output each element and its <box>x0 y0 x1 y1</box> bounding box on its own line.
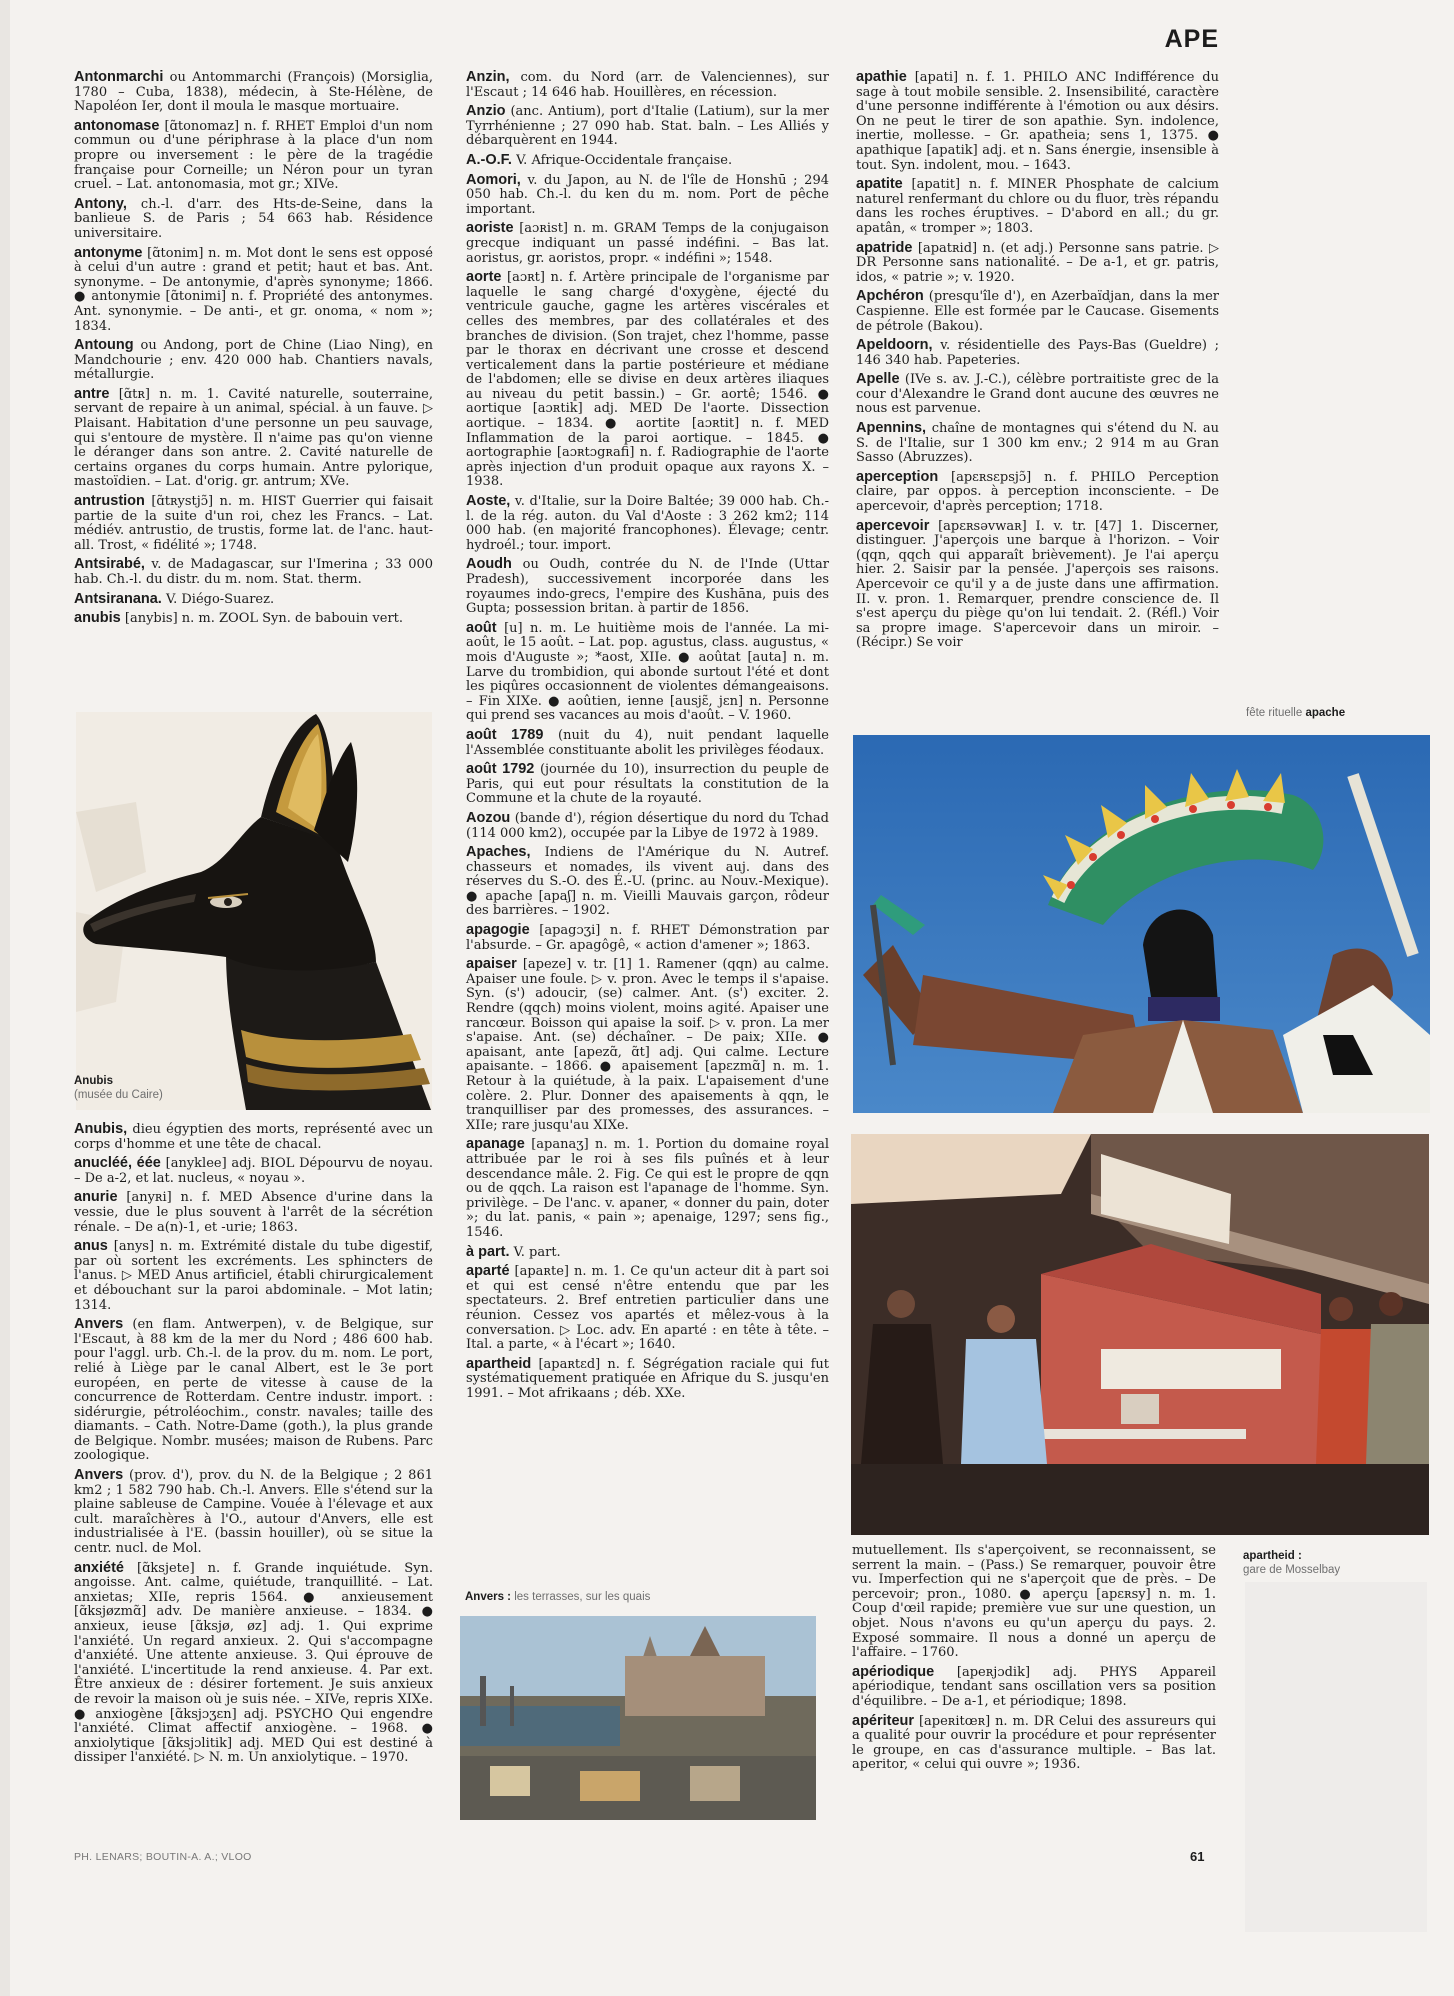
dictionary-entry <box>466 221 829 266</box>
anvers-caption <box>465 1590 650 1604</box>
entry-definition: V. Afrique-Occidentale française. <box>516 152 733 168</box>
entry-headword: Apelle <box>856 371 900 388</box>
dictionary-entry <box>466 104 829 149</box>
anvers-illustration <box>460 1616 816 1820</box>
anvers-caption-sub: les terrasses, sur les quais <box>514 1591 651 1603</box>
entry-headword: Apchéron <box>856 288 924 305</box>
entry-definition: [anys] n. m. Extrémité distale du tube digestif, par où sortent les excréments. Les sphincters de l'anus. ▷ MED Anus artificiel, établi chirurgicalement et débouchant sur la paroi abdominale. – Mot latin; 1314. <box>74 1239 433 1313</box>
entry-headword: Antony, <box>74 195 127 212</box>
page-edge <box>0 0 10 1996</box>
anvers-photo <box>460 1616 816 1820</box>
entry-definition: [ɑ̃tʀ] n. m. 1. Cavité naturelle, souterraine, servant de repaire à un animal, spécial. à un fauve. ▷ Plaisant. Habitation d'une personne un peu sauvage, qui s'entoure de mystère. Il n'aime pas qu'on vienne le déranger dans son antre. 2. Cavité naturelle de certains organes du corps humain. Antre pylorique, mastoïdien. – Lat. d'orig. gr. antrum; XVe. <box>74 386 433 490</box>
entry-definition: Indiens de l'Amérique du N. Autref. chasseurs et nomades, ils vivent auj. dans des réserves du S.-O. des É.-U. (princ. au Nouv.-Mexique). ● apache [apaʃ] n. m. Vieilli Mauvais garçon, rôdeur des barrières. – 1902. <box>466 845 829 919</box>
entry-definition: (journée du 10), insurrection du peuple de Paris, qui eut pour résultats la constitution de la Commune et la chute de la royauté. <box>466 762 829 807</box>
entry-headword: Aomori, <box>466 171 521 188</box>
entry-definition: chaîne de montagnes qui s'étend du N. au S. de l'Italie, sur 1 300 km env.; 2 914 m au Gran Sasso (Abruzzes). <box>856 421 1219 466</box>
blank-panel <box>1245 1582 1427 1932</box>
entry-headword: août 1789 <box>466 726 544 743</box>
dictionary-entry <box>852 1714 1216 1773</box>
entry-definition: [ɑ̃ksjete] n. f. Grande inquiétude. Syn. angoisse. Ant. calme, quiétude, tranquillité. – Lat. anxietas; XIIe, repris 1564. ● anxieusement [ɑ̃ksjøzmɑ̃] adv. De manière anxieuse. – 1834. ● anxieux, ieuse [ɑ̃ksjø, øz] adj. 1. Qui exprime l'anxiété. Un regard anxieux. 2. Qui s'accompagne d'anxiété. Une attente anxieuse. 3. Qui éprouve de l'anxiété. L'incertitude la rend anxieuse. 4. Par ext. Être anxieux de : désirer fortement. Je suis anxieux de revoir la maison où je suis née. – XIVe, repris XIXe. ● anxiogène [ɑ̃ksjɔʒɛn] adj. PSYCHO Qui engendre l'anxiété. Climat affectif anxiogène. – 1968. ● anxiolytique [ɑ̃ksjɔlitik] adj. MED Qui est destiné à dissiper l'anxiété. ▷ N. m. Un anxiolytique. – 1970. <box>74 1560 433 1766</box>
entry-definition: (IVe s. av. J.-C.), célèbre portraitiste grec de la cour d'Alexandre le Grand dont aucune des œuvres ne nous est parvenue. <box>856 372 1219 417</box>
entry-headword: Anvers <box>74 1467 124 1484</box>
entry-definition: [u] n. m. Le huitième mois de l'année. La mi-août, le 15 août. – Lat. pop. agustus, class. augustus, « mois d'Auguste »; *aost, XIIe. ● aoûtat [auta] n. m. Larve du trombidion, qui abonde surtout l'été et dont les piqûres occasionnent de violentes démangeaisons. – Fin XIXe. ● aoûtien, ienne [ausjɛ̃, jɛn] n. Personne qui prend ses vacances au mois d'août. – V. 1960. <box>466 620 829 724</box>
page-number: 61 <box>1190 1849 1205 1864</box>
dictionary-entry <box>74 1561 433 1766</box>
dictionary-entry <box>74 338 433 383</box>
entry-definition: ou Oudh, contrée du N. de l'Inde (Uttar Pradesh), successivement incorporée dans les royaumes indo-grecs, l'empire des Kushāna, puis des Gupta; possession britan. à partir de 1856. <box>466 557 829 617</box>
entry-definition: [apaʀtɛd] n. f. Ségrégation raciale qui fut systématiquement pratiquée en Afrique du S. jusqu'en 1991. – Mot afrikaans ; déb. XXe. <box>466 1356 829 1401</box>
entry-headword: Anubis, <box>74 1121 128 1137</box>
dictionary-entry <box>856 177 1219 236</box>
entry-definition: [apɛʀsəvwaʀ] I. v. tr. [47] 1. Discerner, distinguer. J'aperçois une barque à l'horizon. – Voir (qqn, qqch qui apparaît brièvement). Je l'ai aperçu hier. 2. Saisir par la pensée. J'aperçois ses raisons. Apercevoir ce qu'il y a de juste dans une affirmation. II. v. pron. 1. Remarquer, prendre conscience de. Il s'est aperçu du piège qu'on lui tendait. 2. (Réfl.) Voir sa propre image. S'apercevoir dans un miroir. – (Récipr.) Se voir <box>856 518 1219 651</box>
dictionary-entry <box>466 1245 829 1261</box>
entry-definition: [aɔʀist] n. m. GRAM Temps de la conjugaison grecque indiquant un passé indéfini. – Bas lat. aoristus, gr. aoristos, propr. « indéfini »; 1548. <box>466 221 829 266</box>
entry-headword: Anzio <box>466 103 506 120</box>
dictionary-entry <box>74 119 433 193</box>
apartheid-caption <box>1243 1549 1340 1577</box>
entry-headword: août <box>466 619 497 636</box>
dictionary-entry <box>74 592 433 608</box>
dictionary-entry <box>74 1156 433 1186</box>
dictionary-entry <box>466 557 829 616</box>
entry-definition: [apeʀjɔdik] adj. PHYS Appareil apériodique, tendant sans oscillation vers sa position d'équilibre. – De a-1, et périodique; 1898. <box>852 1664 1216 1709</box>
entry-headword: apartheid <box>466 1355 532 1372</box>
entry-headword: Antsirabé, <box>74 556 145 573</box>
dictionary-entry <box>466 270 829 490</box>
dictionary-entry <box>74 1190 433 1235</box>
entry-definition: mutuellement. Ils s'aperçoivent, se reconnaissent, se serrent la main. – (Pass.) Se remarquer, pouvoir être vu. Imperfection qui ne s'aperçoit que de près. – De percevoir; pron., 1080. ● aperçu [apɛʀsy] n. m. 1. Coup d'œil rapide; première vue sur une question, un objet. Nous n'avons eu qu'un aperçu du pays. 2. Exposé sommaire. Il nous a donné un aperçu de l'affaire. – 1760. <box>852 1543 1216 1661</box>
apache-caption <box>1246 706 1345 720</box>
entry-headword: antre <box>74 385 110 402</box>
entry-definition: [apanaʒ] n. m. 1. Portion du domaine royal attribuée par le roi à ses fils puînés et à leur descendance mâle. 2. Fig. Ce qui est le propre de qqn ou de qqch. La raison est l'apanage de l'homme. Syn. privilège. – De l'anc. v. apaner, « donner du pain, doter »; du lat. panis, « pain »; apenaige, 1297; sens fig., 1546. <box>466 1137 829 1240</box>
entry-headword: Antoung <box>74 337 134 354</box>
anubis-caption-title: Anubis <box>74 1075 113 1087</box>
entry-definition: [ɑ̃tʀystjɔ̃] n. m. HIST Guerrier qui faisait partie de la suite d'un roi, chez les Francs. – Lat. médiév. antrustio, de trustis, forme lat. de l'anc. haut-all. Trost, « fidélité »; 1748. <box>74 494 434 553</box>
apartheid-caption-strong: apartheid : <box>1243 1550 1302 1562</box>
dictionary-entry <box>74 246 433 335</box>
dictionary-entry <box>74 1317 433 1464</box>
running-head: APE <box>1164 25 1219 53</box>
entry-definition: ch.-l. d'arr. des Hts-de-Seine, dans la banlieue S. de Paris ; 54 663 hab. Résidence universitaire. <box>74 196 433 241</box>
entry-definition: ou Andong, port de Chine (Liao Ning), en Mandchourie ; env. 420 000 hab. Chantiers navals, métallurgie. <box>74 338 433 383</box>
entry-definition: (prov. d'), prov. du N. de la Belgique ; 2 861 km2 ; 1 582 790 hab. Ch.-l. Anvers. Elle s'étend sur la plaine sableuse de Campine. Vouée à l'élevage et aux cult. maraîchères à l'O., autour d'Anvers, elle est industrialisée à l'E. (bassin houiller), où se situe la centr. nucl. de Mol. <box>74 1468 433 1557</box>
dictionary-entry <box>466 957 829 1133</box>
entry-headword: aorte <box>466 269 502 286</box>
entry-definition: [apatʀid] n. (et adj.) Personne sans patrie. ▷ DR Personne sans nationalité. – De a-1, et gr. patris, idos, « patrie »; v. 1920. <box>856 240 1219 285</box>
entry-headword: apatite <box>856 176 903 193</box>
entry-definition: (presqu'île d'), en Azerbaïdjan, dans la mer Caspienne. Elle est formée par le Caucase. Gisements de pétrole (Bakou). <box>856 289 1220 334</box>
entry-definition: (en flam. Antwerpen), v. de Belgique, sur l'Escaut, à 88 km de la mer du Nord ; 486 600 hab. pour l'aggl. urb. Ch.-l. de la prov. du m. nom. Le port, relié à Liège par le canal Albert, est le 3e port européen, en perte de vitesse à cause de la concurrence de Rotterdam. Centre industr. import. : sidérurgie, pétroléochim., constr. navales; taille des diamants. – Cath. Notre-Dame (goth.), la plus grande de Belgique. Nombr. musées; maison de Rubens. Parc zoologique. <box>74 1317 433 1464</box>
apartheid-caption-sub: gare de Mosselbay <box>1243 1564 1341 1576</box>
entry-definition: [apeʀitœʀ] n. m. DR Celui des assureurs qui a qualité pour ouvrir la procédure et pour représenter le groupe, en cas d'assurance multiple. – Bas lat. aperitor, « celui qui ouvre »; 1936. <box>852 1713 1216 1773</box>
dictionary-entry <box>466 845 829 919</box>
apache-photo <box>853 735 1430 1113</box>
entry-definition: V. part. <box>513 1244 561 1260</box>
dictionary-entry <box>74 197 433 242</box>
entry-definition: [aɔʀt] n. f. Artère principale de l'organisme par laquelle le sang chargé d'oxygène, éjecté du ventricule gauche, gagne les artères viscérales et celles des membres, par des collatérales et des branches de division. (Son trajet, chez l'homme, passe par le thorax en décrivant une crosse et descend verticalement dans la partie postérieure et médiane de l'abdomen; elle se divise en deux artères iliaques au niveau du petit bassin.) – Gr. aortê; 1546. ● aortique [aɔʀtik] adj. MED De l'aorte. Dissection aortique. – 1834. ● aortite [aɔʀtit] n. f. MED Inflammation de la paroi aortique. – 1845. ● aortographie [aɔʀtɔgʀafi] n. f. Radiographie de l'aorte après injection d'un produit opaque aux rayons X. – 1938. <box>466 270 829 490</box>
entry-definition: [ɑ̃tonim] n. m. Mot dont le sens est opposé à celui d'un autre : grand et petit; haut et bas. Ant. synonyme. – De antonymie, d'après synonyme; 1866. ● antonymie [ɑ̃tonimi] n. f. Propriété des antonymes. Ant. synonymie. – De anti-, et gr. onoma, « nom »; 1834. <box>74 245 433 334</box>
entry-headword: anus <box>74 1238 108 1255</box>
entry-definition: v. du Japon, au N. de l'île de Honshū ; 294 050 hab. Ch.-l. du ken du m. nom. Port de pêche important. <box>466 172 829 217</box>
dictionary-entry <box>856 289 1219 334</box>
entry-headword: anxiété <box>74 1559 124 1576</box>
column-a <box>74 70 433 631</box>
entry-headword: Anvers <box>74 1316 124 1333</box>
entry-headword: apercevoir <box>856 517 930 534</box>
entry-headword: apériteur <box>852 1712 915 1729</box>
entry-headword: Aoudh <box>466 556 512 573</box>
anubis-illustration <box>76 712 432 1110</box>
entry-headword: Aoste, <box>466 493 511 510</box>
dictionary-entry <box>856 519 1219 651</box>
entry-headword: apériodique <box>852 1663 935 1680</box>
entry-headword: aoriste <box>466 220 514 237</box>
entry-headword: A.-O.F. <box>466 151 512 168</box>
entry-definition: [apeze] v. tr. [1] 1. Ramener (qqn) au calme. Apaiser une foule. ▷ v. pron. Avec le temps il s'apaise. Syn. (s') adoucir, (se) calmer. Ant. (s') exciter. 2. Rendre (qqch) moins violent, moins agité. Apaiser une rancœur. Boisson qui apaise la soif. ▷ v. pron. La mer s'apaise. Ant. (se) déchaîner. – De paix; XIIe. ● apaisant, ante [apezɑ̃, ɑ̃t] adj. Qui calme. Lecture apaisante. – 1866. ● apaisement [apɛzmɑ̃] n. m. 1. Retour à la quiétude, à la paix. L'apaisement d'une colère. 2. Plur. Donner des apaisements à qqn, le tranquilliser par des promesses, des assurances. – XIIe; rare jusqu'au XIXe. <box>466 957 829 1133</box>
dictionary-entry <box>74 1468 433 1557</box>
entry-headword: antonomase <box>74 117 160 134</box>
entry-definition: com. du Nord (arr. de Valenciennes), sur l'Escaut ; 14 646 hab. Houillères, en récession. <box>466 70 829 100</box>
entry-definition: [apɛʀsɛpsjɔ̃] n. f. PHILO Perception claire, par oppos. à perception inconsciente. – De apercevoir, d'après perception; 1718. <box>856 469 1220 515</box>
entry-definition: v. résidentielle des Pays-Bas (Gueldre) ; 146 340 hab. Papeteries. <box>856 338 1219 368</box>
photo-credits: PH. LENARS; BOUTIN-A. A.; VLOO <box>74 1851 252 1863</box>
entry-headword: Antonmarchi <box>74 69 164 85</box>
entry-definition: (bande d'), région désertique du nord du Tchad (114 000 km2), occupée par la Libye de 1972 à 1989. <box>466 810 829 841</box>
dictionary-entry <box>466 923 829 953</box>
dictionary-entry <box>466 811 829 841</box>
entry-headword: aperception <box>856 468 939 485</box>
dictionary-entry <box>466 762 829 807</box>
column-c <box>856 70 1219 655</box>
apache-caption-pre: fête rituelle <box>1246 707 1303 719</box>
entry-headword: Apennins, <box>856 420 927 437</box>
dictionary-entry <box>466 1137 829 1240</box>
entry-headword: Apeldoorn, <box>856 337 933 354</box>
dictionary-entry <box>466 1264 829 1353</box>
dictionary-entry <box>856 372 1219 417</box>
apache-caption-strong: apache <box>1305 707 1346 719</box>
column-b <box>466 70 829 1405</box>
entry-headword: apaiser <box>466 956 517 973</box>
entry-headword: apagogie <box>466 922 530 939</box>
dictionary-entry <box>852 1544 1216 1661</box>
entry-headword: anubis <box>74 610 121 627</box>
entry-definition: [apatit] n. f. MINER Phosphate de calcium naturel renfermant du chlore ou du fluor, très répandu dans les roches éruptives. – D'abord en all.; du gr. apatân, « tromper »; 1803. <box>856 177 1219 236</box>
dictionary-entry <box>466 173 829 218</box>
dictionary-entry <box>74 494 433 553</box>
entry-headword: anucléé, éée <box>74 1155 161 1172</box>
entry-definition: [apaʀte] n. m. 1. Ce qu'un acteur dit à part soi et qui est censé n'être entendu que par les spectateurs. 2. Bref entretien particulier dans une réunion. Cessez vos apartés et mêlez-vous à la conversation. ▷ Loc. adv. En aparté : en tête à tête. – Ital. a parte, « à l'écart »; 1640. <box>466 1264 829 1353</box>
entry-headword: Apaches, <box>466 844 531 861</box>
entry-definition: [apati] n. f. 1. PHILO ANC Indifférence du sage à tout mobile sensible. 2. Insensibilité, caractère d'une personne indifférente à l'émotion ou aux désirs. On ne peut le tirer de son apathie. Syn. indolence, inertie, mollesse. – Gr. apatheia; sens 1, 1375. ● apathique [apatik] adj. et n. Sans énergie, insensible à tout. Syn. indolent, mou. – 1643. <box>856 70 1220 173</box>
entry-headword: apatride <box>856 239 913 256</box>
column-a-bottom <box>74 1122 433 1770</box>
dictionary-entry <box>74 1122 433 1152</box>
dictionary-entry <box>74 557 433 587</box>
entry-headword: antrustion <box>74 493 145 510</box>
entry-definition: (anc. Antium), port d'Italie (Latium), sur la mer Tyrrhénienne ; 27 090 hab. Stat. baln. – Les Alliés y débarquèrent en 1944. <box>466 104 829 149</box>
dictionary-entry <box>856 338 1219 368</box>
entry-headword: apathie <box>856 69 907 85</box>
entry-definition: dieu égyptien des morts, représenté avec un corps d'homme et une tête de chacal. <box>74 1122 433 1152</box>
dictionary-entry <box>466 494 829 553</box>
entry-definition: V. Diégo-Suarez. <box>165 591 275 607</box>
dictionary-entry <box>74 70 433 115</box>
dictionary-entry <box>466 728 829 758</box>
entry-headword: apanage <box>466 1136 525 1153</box>
entry-definition: [anybis] n. m. ZOOL Syn. de babouin vert. <box>124 611 404 627</box>
entry-headword: Anzin, <box>466 69 510 85</box>
dictionary-entry <box>856 241 1219 286</box>
dictionary-entry <box>74 1239 433 1313</box>
entry-headword: Aozou <box>466 809 511 826</box>
entry-definition: [ɑ̃tonomaz] n. f. RHET Emploi d'un nom commun ou d'une périphrase à la place d'un nom propre ou inversement : le père de la tragédie française pour Corneille; un Néron pour un tyran cruel. – Lat. antonomasia, mot gr.; XIVe. <box>74 118 433 193</box>
apartheid-illustration <box>851 1134 1429 1535</box>
dictionary-entry <box>852 1665 1216 1710</box>
entry-definition: v. de Madagascar, sur l'Imerina ; 33 000 hab. Ch.-l. du distr. du m. nom. Stat. therm. <box>74 557 434 587</box>
dictionary-entry <box>74 611 433 627</box>
entry-definition: v. d'Italie, sur la Doire Baltée; 39 000 hab. Ch.-l. de la rég. auton. du Val d'Aoste : 3 262 km2; 114 000 hab. (en majorité francophones). Élevage; centr. hydroél.; tour. import. <box>466 494 829 553</box>
dictionary-entry <box>466 1357 829 1402</box>
entry-definition: [anyʀi] n. f. MED Absence d'urine dans la vessie, due le plus souvent à l'arrêt de la sécrétion rénale. – De a(n)-1, et -urie; 1863. <box>74 1190 434 1235</box>
dictionary-entry <box>466 621 829 724</box>
dictionary-entry <box>74 387 433 490</box>
entry-definition: [anyklee] adj. BIOL Dépourvu de noyau. – De a-2, et lat. nucleus, « noyau ». <box>74 1156 433 1186</box>
entry-headword: Antsiranana. <box>74 590 162 607</box>
anvers-caption-strong: Anvers : <box>465 1591 512 1603</box>
dictionary-entry <box>466 70 829 100</box>
entry-definition: [apagɔʒi] n. f. RHET Démonstration par l'absurde. – Gr. apagôgê, « action d'amener »; 1863. <box>466 923 829 953</box>
column-c-continued <box>852 1544 1216 1777</box>
entry-headword: anurie <box>74 1189 118 1206</box>
anubis-photo <box>76 712 432 1110</box>
entry-headword: août 1792 <box>466 761 535 778</box>
apache-illustration <box>853 735 1430 1113</box>
entry-definition: ou Antommarchi (François) (Morsiglia, 1780 – Cuba, 1838), médecin, à Ste-Hélène, de Napoléon Ier, dont il moula le masque mortuaire. <box>74 70 433 115</box>
dictionary-entry <box>466 153 829 169</box>
entry-headword: à part. <box>466 1243 510 1260</box>
entry-definition: (nuit du 4), nuit pendant laquelle l'Assemblée constituante abolit les privilèges féodaux. <box>466 727 829 758</box>
dictionary-entry <box>856 470 1219 515</box>
entry-headword: aparté <box>466 1263 510 1280</box>
dictionary-entry <box>856 70 1219 173</box>
anubis-caption-sub: (musée du Caire) <box>74 1089 163 1101</box>
apartheid-photo <box>851 1134 1429 1535</box>
entry-headword: antonyme <box>74 244 143 261</box>
dictionary-entry <box>856 421 1219 466</box>
anubis-caption <box>74 1074 163 1102</box>
